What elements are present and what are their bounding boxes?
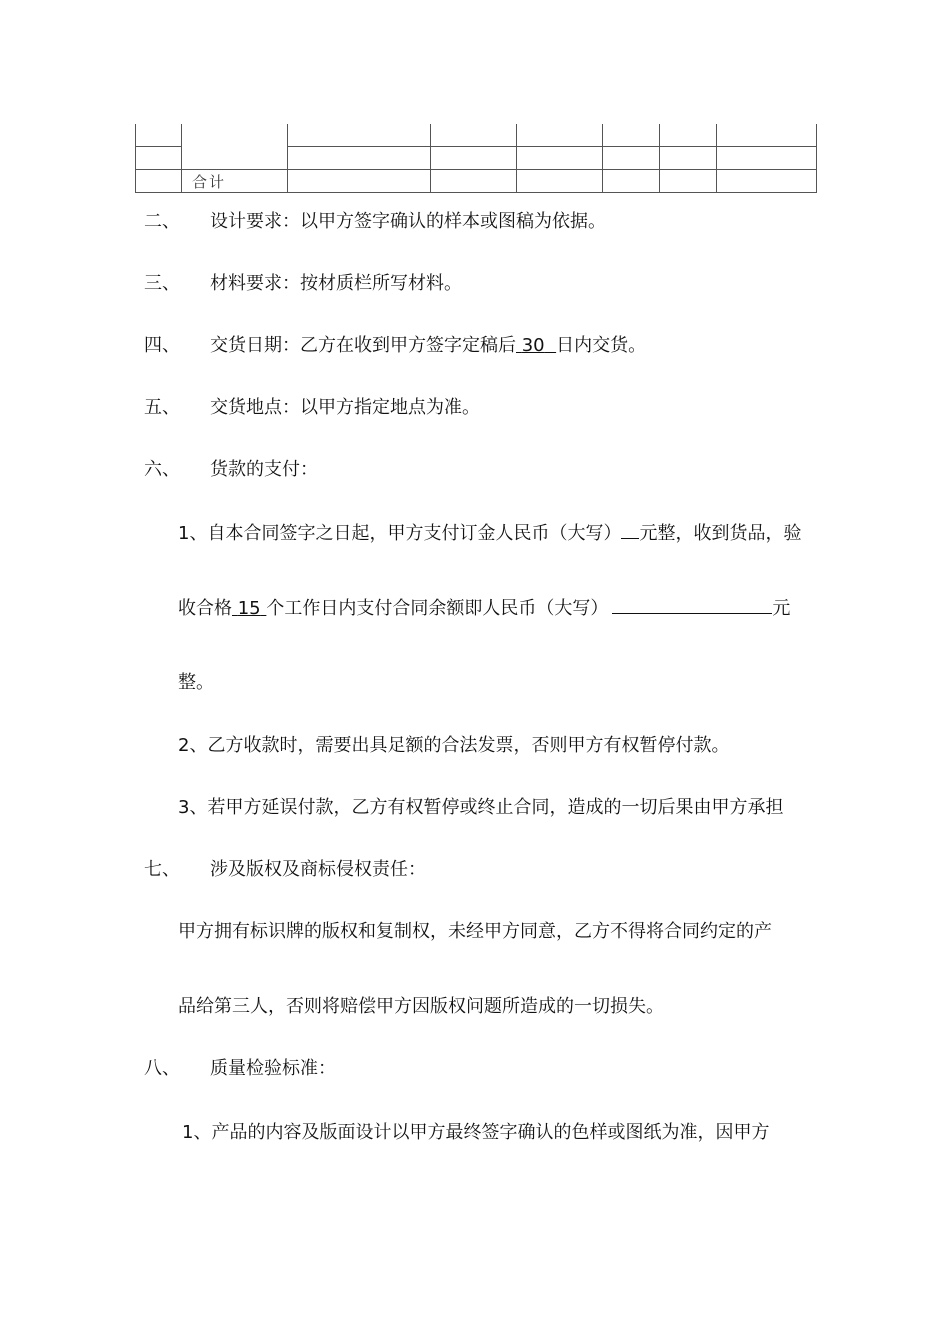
table-cell [660, 124, 717, 147]
table-cell [717, 170, 817, 193]
section-heading [210, 210, 606, 234]
payment-clause-3: 3、若甲方延误付款，乙方有权暂停或终止合同，造成的一切后果由甲方承担 [178, 797, 784, 818]
table-cell [431, 147, 517, 170]
table-row [136, 147, 817, 170]
table-cell [603, 124, 660, 147]
table-cell [288, 124, 431, 147]
table-cell [182, 147, 288, 170]
table-cell [717, 147, 817, 170]
section-text: 以甲方指定地点为准。 [300, 397, 480, 418]
section-text: 日内交货。 [556, 335, 647, 356]
table-cell [603, 170, 660, 193]
copyright-clause-line-2: 品给第三人，否则将赔偿甲方因版权问题所造成的一切损失。 [178, 996, 664, 1017]
table-cell [431, 124, 517, 147]
table-cell [517, 124, 603, 147]
section-label: 交货日期： [210, 335, 300, 356]
section-heading [210, 334, 646, 358]
inspection-days-field: 15 [237, 598, 261, 619]
table-body [136, 124, 817, 193]
section-number: 八、 [144, 1058, 180, 1079]
copyright-clause-line-1: 甲方拥有标识牌的版权和复制权，未经甲方同意，乙方不得将合同约定的产 [178, 921, 772, 942]
section-label: 交货地点： [210, 397, 300, 418]
table-cell [136, 170, 182, 193]
section-text: 按材质栏所写材料。 [300, 273, 462, 294]
table-row [136, 170, 817, 193]
section-heading [210, 272, 462, 296]
table-cell [717, 124, 817, 147]
table-cell [182, 124, 288, 147]
payment-clause-1-line-1: 1、自本合同签字之日起，甲方支付订金人民币（大写） 元整，收到货品，验 [178, 523, 802, 544]
section-text: 以甲方签字确认的样本或图稿为依据。 [300, 211, 606, 232]
table-cell [517, 147, 603, 170]
section-number: 四、 [144, 335, 180, 356]
payment-clause-2: 2、乙方收款时，需要出具足额的合法发票，否则甲方有权暂停付款。 [178, 735, 730, 756]
deposit-amount-blank [621, 521, 639, 539]
table-cell [603, 147, 660, 170]
payment-clause-1-line-2: 收合格 15 个工作日内支付合同余额即人民币（大写） 元 [178, 598, 791, 619]
product-table [135, 124, 817, 193]
table-cell [431, 170, 517, 193]
table-cell: 合计 [182, 170, 288, 193]
section-label: 涉及版权及商标侵权责任： [210, 859, 426, 880]
section-label: 材料要求： [210, 273, 300, 294]
balance-amount-blank [612, 596, 772, 614]
section-text: 乙方在收到甲方签字定稿后 [300, 335, 516, 356]
section-label: 设计要求： [210, 211, 300, 232]
quality-clause-1: 1、产品的内容及版面设计以甲方最终签字确认的色样或图纸为准，因甲方 [182, 1122, 770, 1143]
section-heading [210, 396, 480, 420]
table-cell [288, 147, 431, 170]
section-label: 质量检验标准： [210, 1058, 336, 1079]
section-number: 五、 [144, 397, 180, 418]
table-cell [517, 170, 603, 193]
section-number: 六、 [144, 459, 180, 480]
section-label: 货款的支付： [210, 459, 318, 480]
table-cell [136, 147, 182, 170]
table-cell [660, 170, 717, 193]
table-cell [660, 147, 717, 170]
section-number: 七、 [144, 859, 180, 880]
payment-clause-1-line-3: 整。 [178, 672, 214, 693]
section-number: 三、 [144, 273, 180, 294]
delivery-days-field: 30 [521, 335, 545, 356]
table-cell [136, 124, 182, 147]
table-row [136, 124, 817, 147]
table-cell [288, 170, 431, 193]
section-number: 二、 [144, 211, 180, 232]
